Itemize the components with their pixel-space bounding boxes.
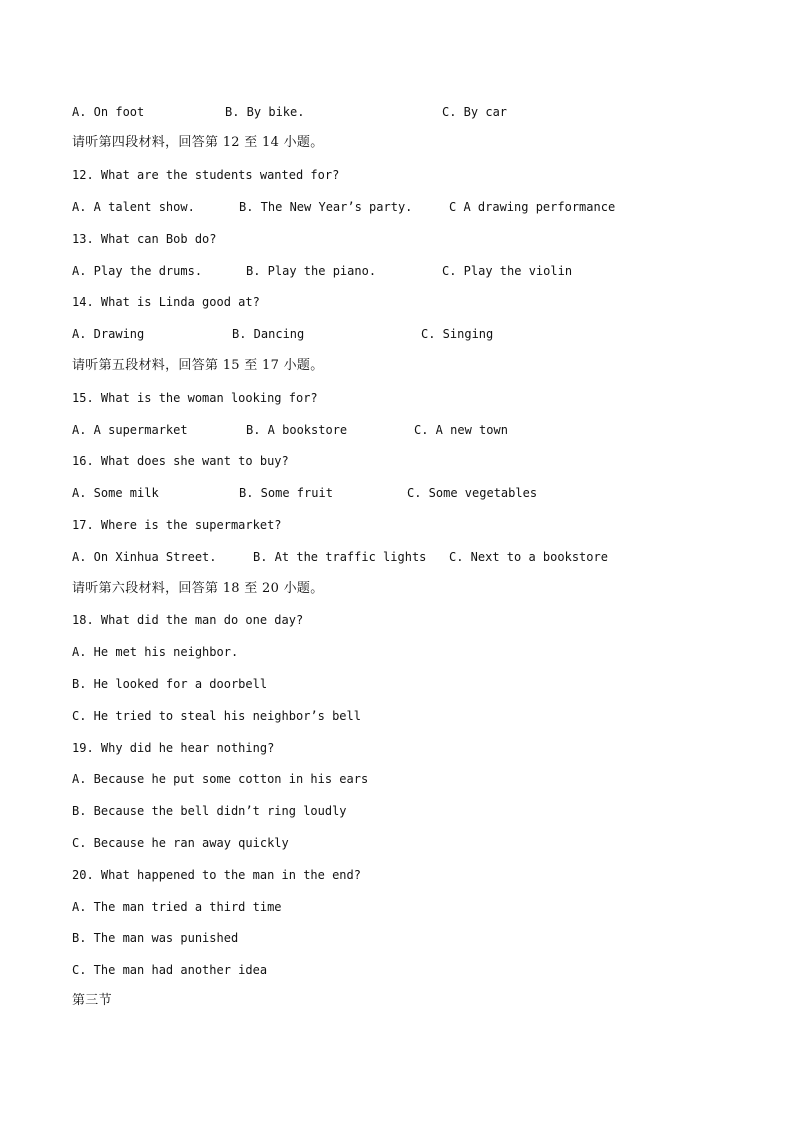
q20-option-b: B. The man was punished (72, 931, 239, 945)
q12-option-a: A. A talent show. (72, 200, 195, 214)
question-12: 12. What are the students wanted for? (72, 168, 340, 182)
q16-option-b: B. Some fruit (239, 486, 333, 500)
question-15: 15. What is the woman looking for? (72, 391, 318, 405)
section-heading-part5: 请听第五段材料，回答第 15 至 17 小题。 (72, 358, 324, 373)
question-20: 20. What happened to the man in the end? (72, 868, 361, 882)
q16-option-a: A. Some milk (72, 486, 159, 500)
q11-option-a: A. On foot (72, 105, 145, 119)
question-19: 19. Why did he hear nothing? (72, 741, 275, 755)
q14-option-c: C. Singing (421, 327, 494, 341)
q14-option-a: A. Drawing (72, 327, 145, 341)
q13-options-row (72, 261, 573, 281)
q11-options-row (72, 102, 508, 122)
q14-option-b: B. Dancing (232, 327, 305, 341)
question-13: 13. What can Bob do? (72, 232, 217, 246)
q15-option-b: B. A bookstore (246, 423, 348, 437)
q12-option-b: B. The New Year’s party. (239, 200, 413, 214)
q18-option-a: A. He met his neighbor. (72, 645, 239, 659)
q20-option-a: A. The man tried a third time (72, 900, 282, 914)
q19-option-b: B. Because the bell didn’t ring loudly (72, 804, 347, 818)
q13-option-c: C. Play the violin (442, 264, 573, 278)
q17-option-b: B. At the traffic lights (253, 550, 427, 564)
section-heading-part6: 请听第六段材料，回答第 18 至 20 小题。 (72, 581, 324, 596)
section-heading-part3: 第三节 (72, 993, 112, 1008)
q19-option-a: A. Because he put some cotton in his ears (72, 772, 369, 786)
q19-option-c: C. Because he ran away quickly (72, 836, 289, 850)
q12-option-c: C A drawing performance (449, 200, 616, 214)
q11-option-c: C. By car (442, 105, 508, 119)
q13-option-a: A. Play the drums. (72, 264, 203, 278)
question-18: 18. What did the man do one day? (72, 613, 304, 627)
q11-option-b: B. By bike. (225, 105, 305, 119)
q14-options-row (72, 324, 494, 344)
q16-option-c: C. Some vegetables (407, 486, 538, 500)
q17-options-row (72, 547, 608, 567)
q13-option-b: B. Play the piano. (246, 264, 377, 278)
q17-option-a: A. On Xinhua Street. (72, 550, 217, 564)
question-16: 16. What does she want to buy? (72, 454, 289, 468)
q18-option-b: B. He looked for a doorbell (72, 677, 268, 691)
q15-options-row (72, 420, 508, 440)
q17-option-c: C. Next to a bookstore (449, 550, 608, 564)
q12-options-row (72, 197, 616, 217)
question-17: 17. Where is the supermarket? (72, 518, 282, 532)
q18-option-c: C. He tried to steal his neighbor’s bell (72, 709, 361, 723)
q16-options-row (72, 483, 538, 503)
q15-option-c: C. A new town (414, 423, 508, 437)
q15-option-a: A. A supermarket (72, 423, 188, 437)
q20-option-c: C. The man had another idea (72, 963, 268, 977)
question-14: 14. What is Linda good at? (72, 295, 260, 309)
section-heading-part4: 请听第四段材料，回答第 12 至 14 小题。 (72, 135, 324, 150)
